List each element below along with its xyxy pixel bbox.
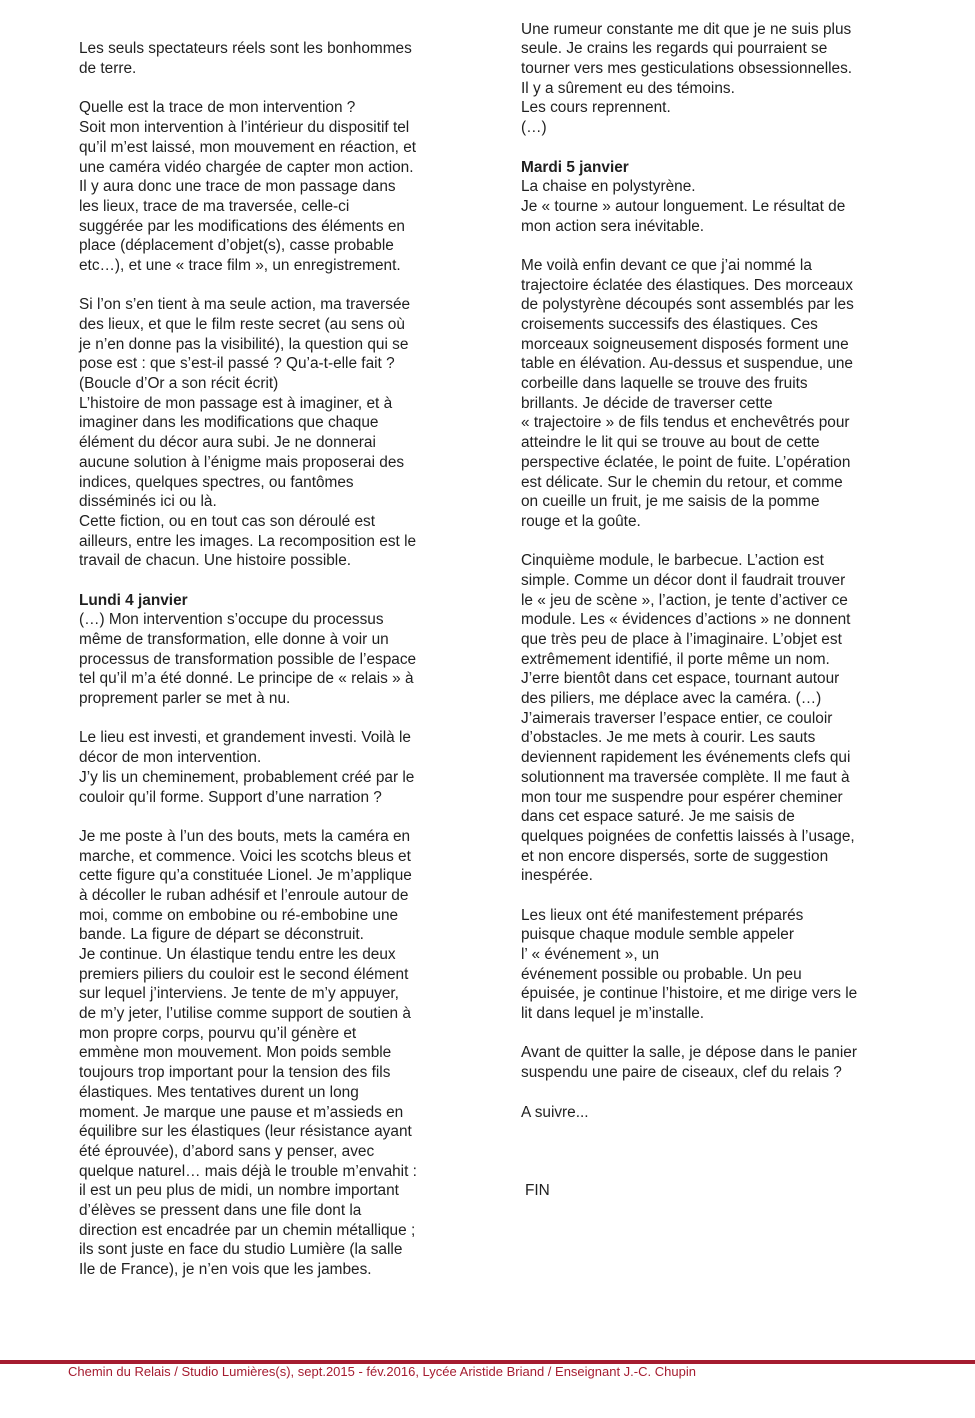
text-line: mon action sera inévitable. — [521, 217, 705, 235]
text-line: événement possible ou probable. Un peu — [521, 965, 802, 983]
text-line: même de transformation, elle donne à voir un — [79, 631, 389, 648]
text-line: deviennent rapidement les événements clefs qui — [521, 749, 851, 767]
text-line: moment. Je marque une pause et m’assieds en — [79, 1103, 404, 1121]
text-line: moi, comme on embobine ou ré-embobine une — [79, 906, 399, 924]
text-line: que très peu de place à l’imaginaire. L’objet est — [521, 631, 842, 648]
text-line: simple. Comme un décor dont il faudrait trouver — [521, 571, 846, 589]
text-line: d’obstacles. Je me mets à courir. Les sauts — [521, 729, 816, 747]
text-line: décor de mon intervention. — [79, 749, 262, 767]
text-line: mon propre corps, pourvu qu’il génère et — [79, 1024, 357, 1042]
text-line: Il y a sûrement eu des témoins. — [521, 79, 735, 97]
blank-line — [521, 1162, 901, 1182]
text-line: emmène mon mouvement. Mon poids semble — [79, 1044, 392, 1062]
blank-line — [79, 276, 459, 296]
text-line: place (déplacement d’objet(s), casse probable — [79, 237, 394, 255]
text-line: une caméra vidéo chargée de capter mon action. — [79, 158, 414, 176]
text-line: marche, et commence. Voici les scotchs bleus et — [79, 847, 411, 865]
blank-line — [521, 532, 901, 552]
text-line: il est un peu plus de midi, un nombre important — [79, 1182, 399, 1200]
text-line: Les cours reprennent. — [521, 99, 671, 117]
text-line: Je « tourne » autour longuement. Le résultat de — [521, 197, 846, 215]
text-line: A suivre... — [521, 1103, 589, 1121]
text-line: ils sont juste en face du studio Lumière (la salle — [79, 1241, 403, 1259]
blank-line — [79, 0, 459, 20]
text-line: pose est : que s’est-il passé ? Qu’a-t-elle fait ? — [79, 355, 395, 373]
text-line: Une rumeur constante me dit que je ne suis plus — [521, 20, 852, 38]
text-line: tourner vers mes gesticulations obsessionnelles. — [521, 60, 853, 78]
text-line: sur lequel j’interviens. Je tente de m’y appuyer, — [79, 985, 399, 1003]
text-line: morceaux soigneusement disposés forment une — [521, 335, 849, 353]
text-line: imaginer dans les modifications que chaque — [79, 414, 379, 432]
text-line: solutionnent ma traversée complète. Il me faut à — [521, 768, 850, 786]
blank-line — [79, 79, 459, 99]
text-line: L’histoire de mon passage est à imaginer, et à — [79, 394, 393, 412]
text-line: etc…), et une « trace film », un enregistrement. — [79, 256, 401, 274]
text-line: perspective éclatée, le point de fuite. L’opération — [521, 453, 851, 471]
blank-line — [79, 807, 459, 827]
text-line: corbeille dans laquelle se trouve des fruits — [521, 375, 808, 393]
text-line: ailleurs, entre les images. La recomposition est le — [79, 532, 417, 550]
text-line: Quelle est la trace de mon intervention ? — [79, 99, 356, 117]
text-line: de polystyrène découpés sont assemblés par les — [521, 296, 854, 314]
right-column — [521, 0, 901, 1201]
text-line: Si l’on s’en tient à ma seule action, ma traversée — [79, 296, 411, 314]
text-line: Il y aura donc une trace de mon passage dans — [79, 178, 396, 196]
blank-line — [521, 1122, 901, 1142]
text-line: Avant de quitter la salle, je dépose dans le panier — [521, 1044, 857, 1062]
blank-line — [79, 571, 459, 591]
text-line: Je continue. Un élastique tendu entre les deux — [79, 946, 396, 963]
text-line: seule. Je crains les regards qui pourraient se — [521, 40, 828, 58]
blank-line — [521, 0, 901, 20]
text-line: Je me poste à l’un des bouts, mets la caméra en — [79, 827, 411, 845]
blank-line — [521, 236, 901, 256]
blank-line — [521, 1024, 901, 1044]
text-line: quelques poignées de confettis laissés à l’usage, — [521, 827, 855, 845]
blank-line — [521, 138, 901, 158]
text-line: de terre. — [79, 60, 137, 78]
text-line: lit dans lequel je m’installe. — [521, 1005, 705, 1023]
text-line: d’élèves se pressent dans une file dont la — [79, 1201, 362, 1219]
text-line: le « jeu de scène », l’action, je tente d’activer ce — [521, 591, 848, 609]
blank-line — [79, 20, 459, 40]
text-line: disséminés ici ou là. — [79, 493, 217, 511]
text-line: suspendu une paire de ciseaux, clef du relais ? — [521, 1064, 842, 1082]
text-line: (Boucle d’Or a son récit écrit) — [79, 375, 279, 393]
text-line: atteindre le lit qui se trouve au bout de cette — [521, 434, 820, 452]
text-line: (…) Mon intervention s’occupe du processus — [79, 611, 384, 629]
text-line: J’y lis un cheminement, probablement créé par le — [79, 768, 415, 786]
text-line: l’ « événement », un — [521, 946, 660, 963]
text-line: dans cet espace saturé. Je me saisis de — [521, 808, 795, 826]
text-line: Cette fiction, ou en tout cas son déroulé est — [79, 512, 376, 530]
text-line: « trajectoire » de fils tendus et enchevêtrés pour — [521, 414, 850, 432]
blank-line — [521, 886, 901, 906]
text-line: module. Les « évidences d’actions » ne donnent — [521, 611, 851, 629]
text-line: bande. La figure de départ se déconstruit. — [79, 926, 364, 944]
text-line: cette figure qu’a constituée Lionel. Je m’applique — [79, 867, 412, 885]
text-line: direction est encadrée par un chemin métallique ; — [79, 1221, 416, 1239]
text-line: processus de transformation possible de l’espace — [79, 650, 417, 668]
text-line: des lieux, et que le film reste secret (au sens où — [79, 316, 405, 333]
text-line: J’erre bientôt dans cet espace, tournant autour — [521, 670, 840, 688]
text-line: tel qu’il m’a été donné. Le principe de « relais » à — [79, 670, 414, 688]
blank-line — [521, 1083, 901, 1103]
text-line: Les lieux ont été manifestement préparés — [521, 906, 804, 924]
text-line: quelque naturel… mais déjà le trouble m’envahit : — [79, 1162, 417, 1180]
section-heading: Mardi 5 janvier — [521, 158, 629, 176]
text-line: La chaise en polystyrène. — [521, 178, 696, 196]
text-line: brillants. Je décide de traverser cette — [521, 394, 773, 412]
text-line: table en élévation. Au-dessus et suspendue, une — [521, 355, 853, 373]
text-line: (…) — [521, 119, 547, 137]
text-line: premiers piliers du couloir est le second élément — [79, 965, 409, 983]
text-line: Cinquième module, le barbecue. L’action est — [521, 552, 824, 570]
text-line: croisements successifs des élastiques. Ces — [521, 316, 818, 333]
text-line: J’aimerais traverser l’espace entier, ce couloir — [521, 709, 833, 727]
text-line: Le lieu est investi, et grandement investi. Voilà le — [79, 729, 411, 747]
text-line: élastiques. Mes tentatives durent un long — [79, 1083, 359, 1101]
left-column — [79, 0, 459, 1280]
text-line: à décoller le ruban adhésif et l’enroule autour de — [79, 886, 409, 904]
text-line: épuisée, je continue l’histoire, et me dirige vers le — [521, 985, 858, 1003]
text-line: Ile de France), je n’en vois que les jambes. — [79, 1261, 372, 1278]
text-line: rouge et la goûte. — [521, 512, 641, 530]
text-line: Me voilà enfin devant ce que j’ai nommé la — [521, 256, 812, 274]
text-line: puisque chaque module semble appeler — [521, 926, 794, 944]
text-line: indices, quelques spectres, ou fantômes — [79, 473, 354, 491]
text-line: trajectoire éclatée des élastiques. Des morceaux — [521, 276, 853, 294]
end-mark: FIN — [525, 1182, 550, 1200]
text-line: Les seuls spectateurs réels sont les bonhommes — [79, 40, 412, 58]
text-line: suggérée par les modifications des éléments en — [79, 217, 405, 235]
text-line: aucune solution à l’énigme mais proposerai des — [79, 453, 405, 471]
text-line: on cueille un fruit, je me saisis de la pomme — [521, 493, 820, 511]
text-line: des piliers, me déplace avec la caméra. (…) — [521, 690, 822, 708]
text-line: Soit mon intervention à l’intérieur du dispositif tel — [79, 119, 410, 137]
text-line: et non encore dispersés, sorte de suggestion — [521, 847, 829, 865]
text-line: toujours trop important pour la tension des fils — [79, 1064, 391, 1082]
blank-line — [79, 709, 459, 729]
text-line: de m’y jeter, l’utilise comme support de soutien à — [79, 1005, 411, 1023]
text-line: je n’en donne pas la visibilité), la question qui se — [79, 335, 409, 353]
text-line: qu’il m’est laissé, mon mouvement en réaction, et — [79, 138, 417, 156]
blank-line — [521, 1142, 901, 1162]
text-line: inespérée. — [521, 867, 593, 885]
footer-text: Chemin du Relais / Studio Lumières(s), sept.2015 - fév.2016, Lycée Aristide Briand / Enseignant J.-C. Chupin — [68, 1364, 696, 1379]
text-line: élément du décor aura subi. Je ne donnerai — [79, 434, 376, 452]
text-line: mon tour me suspendre pour espérer cheminer — [521, 788, 843, 806]
section-heading: Lundi 4 janvier — [79, 591, 188, 609]
text-line: équilibre sur les élastiques (leur résistance ayant — [79, 1123, 412, 1141]
text-line: travail de chacun. Une histoire possible. — [79, 552, 352, 570]
text-line: extrêmement identifié, il porte même un nom. — [521, 650, 830, 668]
text-line: est délicate. Sur le chemin du retour, et comme — [521, 473, 843, 491]
text-line: les lieux, trace de ma traversée, celle-ci — [79, 197, 350, 215]
text-line: proprement parler se met à nu. — [79, 690, 291, 708]
text-line: été éprouvée), d’abord sans y penser, avec — [79, 1142, 375, 1160]
text-line: couloir qu’il forme. Support d’une narration ? — [79, 788, 382, 806]
